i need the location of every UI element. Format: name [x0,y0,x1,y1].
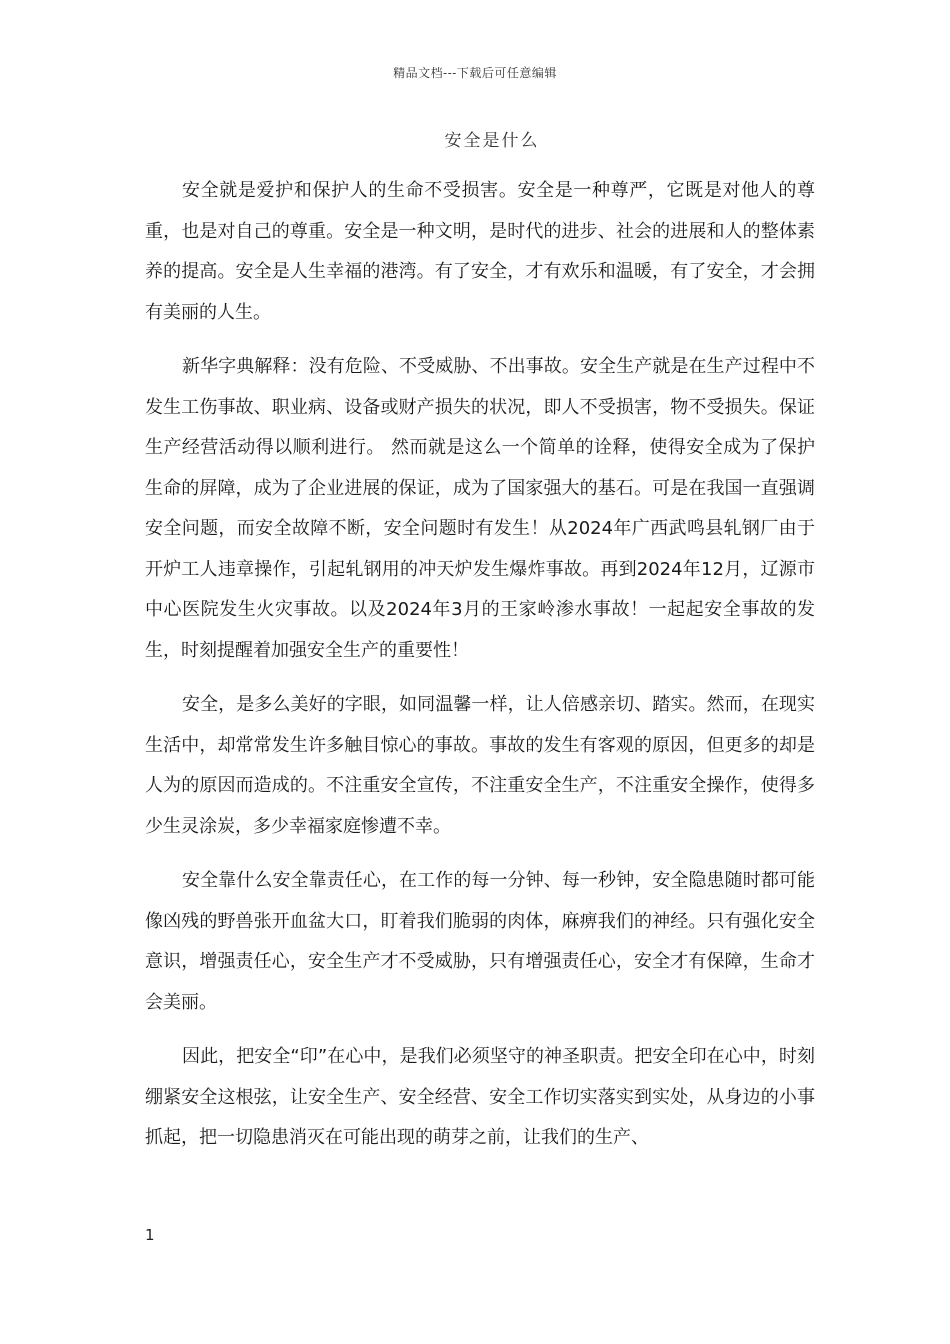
paragraph-3: 安全，是多么美好的字眼，如同温馨一样，让人倍感亲切、踏实。然而，在现实生活中，却常常发生许多触目惊心的事故。事故的发生有客观的原因，但更多的却是人为的原因而造成的。不注重安全宣传，不注重安全生产，不注重安全操作，使得多少生灵涂炭，多少幸福家庭惨遭不幸。 [145,694,815,837]
header-note: 精品文档---下载后可任意编辑 [393,66,557,80]
document-title: 安全是什么 [444,131,540,151]
paragraph-2: 新华字典解释：没有危险、不受威胁、不出事故。安全生产就是在生产过程中不发生工伤事故、职业病、设备或财产损失的状况，即人不受损害，物不受损失。保证生产经营活动得以顺利进行。 然而就是这么一个简单的诠释，使得安全成为了保护生命的屏障，成为了企业进展的保证，成为了国家强大的基石。可是在我国一直强调安全问题，而安全故障不断，安全问题时有发生！从2024年广西武鸣县轧钢厂由于开炉工人违章操作，引起轧钢用的冲天炉发生爆炸事故。再到2024年12月，辽源市中心医院发生火灾事故。以及2024年3月的王家岭渗水事故！一起起安全事故的发生，时刻提醒着加强安全生产的重要性！ [145,356,815,661]
document-body [145,171,815,1173]
page-number: 1 [145,1226,155,1244]
paragraph-4: 安全靠什么安全靠责任心，在工作的每一分钟、每一秒钟，安全隐患随时都可能像凶残的野兽张开血盆大口，盯着我们脆弱的肉体，麻痹我们的神经。只有强化安全意识，增强责任心，安全生产才不受威胁，只有增强责任心，安全才有保障，生命才会美丽。 [145,870,815,1013]
paragraph-1: 安全就是爱护和保护人的生命不受损害。安全是一种尊严，它既是对他人的尊重，也是对自己的尊重。安全是一种文明，是时代的进步、社会的进展和人的整体素养的提高。安全是人生幸福的港湾。有了安全，才有欢乐和温暖，有了安全，才会拥有美丽的人生。 [145,180,815,323]
paragraph-5: 因此，把安全“印”在心中，是我们必须坚守的神圣职责。把安全印在心中，时刻绷紧安全这根弦，让安全生产、安全经营、安全工作切实落实到实处，从身边的小事抓起，把一切隐患消灭在可能出现的萌芽之前，让我们的生产、 [145,1046,815,1148]
